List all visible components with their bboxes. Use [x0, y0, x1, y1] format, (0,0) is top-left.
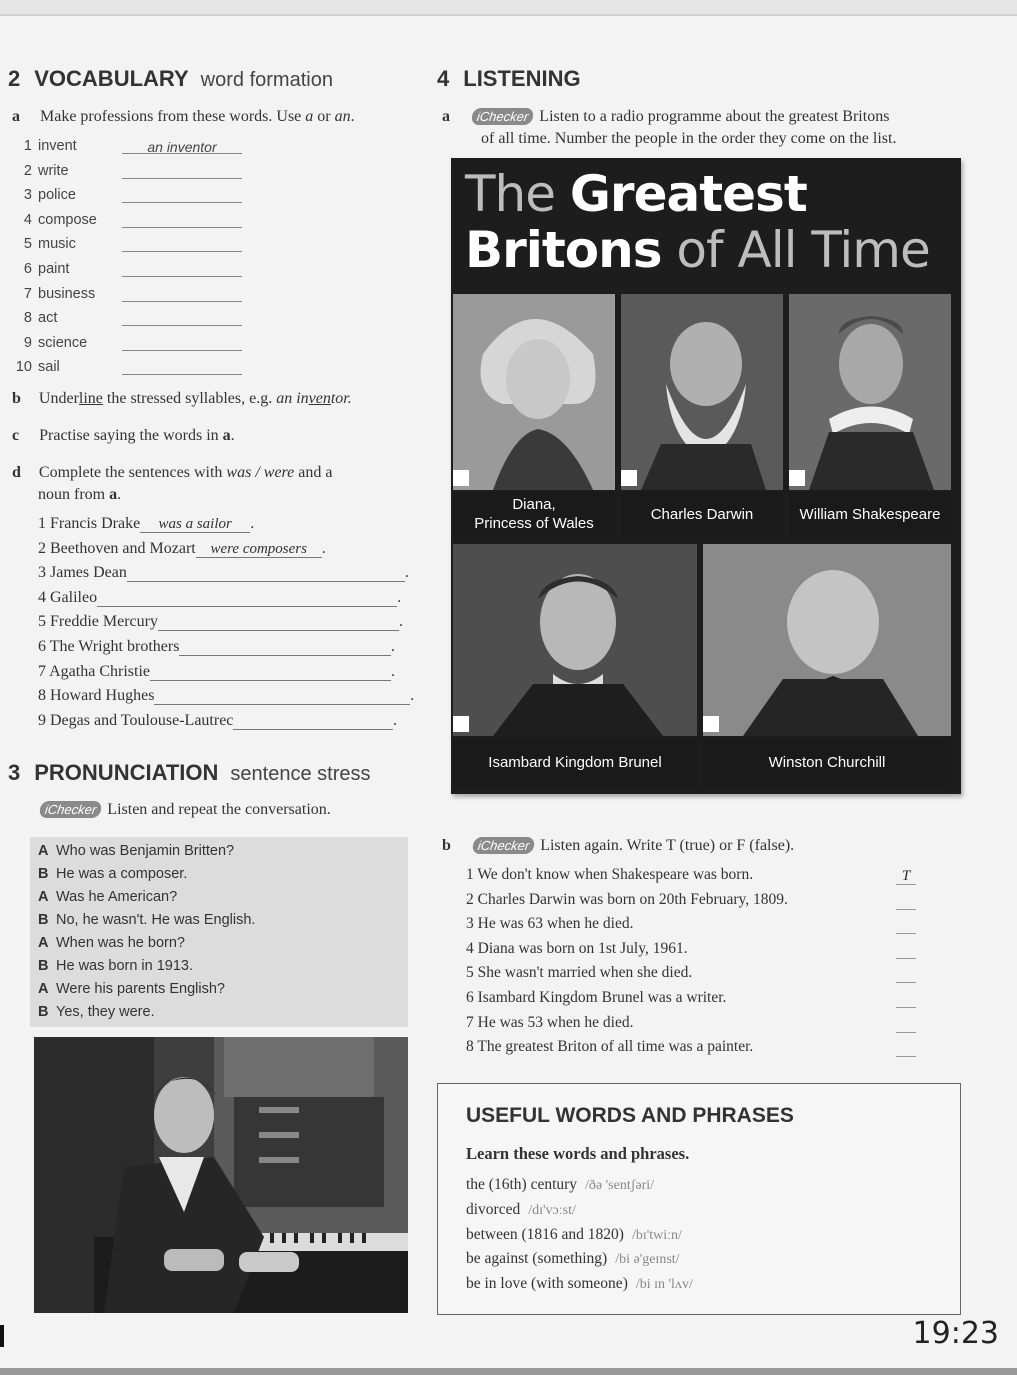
- item-number: 7: [38, 662, 46, 680]
- tf-answer-blank[interactable]: [896, 1016, 916, 1033]
- exercise-b-instruction: [12, 390, 352, 408]
- dialog-line: [38, 912, 255, 928]
- tf-statement: [466, 964, 692, 982]
- sentence-row: 8 Howard Hughes .: [38, 687, 415, 705]
- speaker: A: [38, 981, 49, 997]
- poster-title-line2: Britons of All Time: [465, 221, 930, 279]
- item-number: 6: [23, 261, 32, 277]
- useful-words-title: USEFUL WORDS AND PHRASES: [466, 1104, 794, 1127]
- statement-text: She wasn't married when she died.: [477, 964, 693, 982]
- phrase: divorced: [466, 1200, 521, 1218]
- darwin-photo: [621, 294, 783, 490]
- photo-illustration: [34, 1037, 408, 1313]
- sentence-row: 3 James Dean .: [38, 564, 409, 582]
- answer-blank[interactable]: [179, 639, 390, 656]
- sentence-row: 1 Francis Drake was a sailor .: [38, 515, 255, 532]
- vocab-row: [10, 138, 242, 154]
- dialog-text: No, he wasn't. He was English.: [56, 912, 256, 928]
- item-number: 5: [38, 613, 46, 631]
- section-number: 4: [437, 66, 450, 91]
- instr-text: noun from: [38, 486, 110, 503]
- answer-blank[interactable]: [122, 311, 242, 326]
- sentence-row: 6 The Wright brothers .: [38, 638, 395, 655]
- sentence-subject: Degas and Toulouse-Lautrec: [50, 711, 234, 729]
- tf-answer-blank[interactable]: [896, 893, 916, 910]
- dialog-line: [38, 935, 185, 951]
- section-number: 3: [8, 760, 21, 785]
- exercise-a-instruction: [12, 108, 355, 126]
- tf-answer-blank[interactable]: [896, 1040, 916, 1057]
- answer-blank[interactable]: [154, 688, 410, 705]
- vocab-row: [10, 261, 242, 277]
- brunel-photo: [453, 544, 697, 736]
- useful-phrase: [466, 1250, 680, 1268]
- pronunciation-heading: [8, 760, 370, 786]
- statement-text: He was 53 when he died.: [477, 1013, 634, 1031]
- sentence-row: 9 Degas and Toulouse-Lautrec .: [38, 711, 397, 729]
- section-subtitle: word formation: [200, 69, 333, 91]
- phonetic: /bi ɪn 'lʌv/: [635, 1277, 693, 1293]
- useful-words-subtitle: Learn these words and phrases.: [466, 1144, 690, 1163]
- vocab-row: [10, 236, 242, 252]
- caption-diana: Diana, Princess of Wales: [453, 492, 615, 536]
- item-number: 1: [466, 866, 474, 883]
- answer-blank[interactable]: was a sailor: [140, 516, 250, 533]
- item-number: 3: [38, 564, 46, 582]
- phonetic: /ðə 'sentʃəri/: [585, 1178, 655, 1193]
- item-number: 8: [38, 687, 46, 705]
- vocab-word: science: [38, 334, 88, 351]
- instr-end: .: [117, 486, 122, 503]
- phonetic: /dɪ'vɔːst/: [528, 1202, 576, 1218]
- statement-text: The greatest Briton of all time was a painter.: [477, 1038, 754, 1056]
- speaker: A: [38, 843, 49, 859]
- vocab-word: business: [38, 285, 96, 302]
- section-number: 2: [8, 66, 21, 91]
- instr-end: .: [230, 427, 235, 444]
- useful-phrase: [466, 1176, 654, 1194]
- vocab-word: police: [38, 187, 76, 204]
- instr-underlined: line: [78, 390, 103, 407]
- sentence-subject: Beethoven and Mozart: [50, 539, 196, 557]
- vocab-row: [10, 310, 242, 326]
- answer-blank[interactable]: [122, 188, 242, 203]
- tf-statement: [466, 989, 726, 1007]
- instr-end: .: [350, 108, 355, 125]
- example-stress: ven: [308, 390, 331, 407]
- vocab-word: write: [38, 162, 69, 179]
- pronunciation-instruction: [40, 801, 331, 819]
- vocab-row: [10, 212, 242, 228]
- statement-text: He was 63 when he died.: [477, 915, 634, 933]
- speaker: A: [38, 935, 49, 951]
- caption-brunel: Isambard Kingdom Brunel: [453, 738, 697, 786]
- item-number: 1: [23, 138, 32, 154]
- ichecker-badge[interactable]: iChecker: [472, 837, 536, 854]
- vocab-word: act: [38, 310, 58, 327]
- instr-text: Practise saying the words in: [39, 427, 223, 444]
- instr-text: Listen and repeat the conversation.: [107, 801, 331, 818]
- answer-blank[interactable]: [97, 590, 397, 607]
- answer-blank[interactable]: [150, 664, 391, 681]
- answer-blank[interactable]: an inventor: [122, 139, 242, 154]
- instr-text: and a: [294, 464, 333, 481]
- tf-answer-blank[interactable]: [896, 966, 916, 983]
- dialog-text: He was a composer.: [56, 866, 188, 882]
- diana-photo: [453, 294, 615, 490]
- vocab-row: [10, 335, 242, 351]
- vocab-row: [10, 163, 242, 179]
- item-number: 8: [23, 310, 32, 327]
- caption-shakespeare: William Shakespeare: [789, 492, 951, 536]
- dialog-text: Yes, they were.: [56, 1004, 155, 1020]
- item-number: 4: [23, 211, 32, 228]
- answer-blank[interactable]: [233, 713, 393, 730]
- instr-text: Under: [38, 390, 79, 407]
- speaker: B: [38, 866, 49, 882]
- instr-text: Listen again. Write T (true) or F (false).: [540, 837, 795, 854]
- ichecker-badge[interactable]: iChecker: [39, 801, 103, 818]
- phonetic: /bi ə'geɪnst/: [615, 1252, 680, 1268]
- section-title: LISTENING: [463, 66, 581, 91]
- tf-statement: [466, 915, 633, 933]
- instr-an: an: [334, 108, 351, 125]
- example: an in: [276, 390, 309, 407]
- vocab-word: compose: [38, 211, 97, 228]
- statement-text: Isambard Kingdom Brunel was a writer.: [477, 989, 727, 1006]
- instr-text: Listen to a radio programme about the greatest Britons: [539, 108, 890, 125]
- speaker: B: [38, 958, 49, 974]
- speaker: B: [38, 912, 49, 928]
- listening-a-instruction: [442, 108, 889, 126]
- shakespeare-photo: [789, 294, 951, 490]
- sentence-row: 5 Freddie Mercury .: [38, 613, 403, 631]
- instr-italic: was / were: [226, 464, 295, 481]
- useful-phrase: [466, 1226, 682, 1244]
- top-bar: [0, 0, 1017, 16]
- sentence-row: 4 Galileo .: [38, 588, 402, 606]
- item-number: 5: [23, 236, 32, 253]
- speaker: A: [38, 889, 49, 905]
- listening-heading: [437, 66, 581, 92]
- sentence-subject: James Dean: [50, 564, 127, 582]
- answer-blank[interactable]: [122, 360, 242, 375]
- tf-statement: [466, 866, 753, 884]
- instr-bold: a: [109, 486, 118, 503]
- caption-darwin: Charles Darwin: [621, 492, 783, 536]
- item-number: 10: [15, 359, 32, 376]
- vocab-word: sail: [38, 359, 60, 376]
- item-number: 2: [466, 890, 474, 908]
- exercise-letter: b: [442, 837, 451, 854]
- sentence-subject: The Wright brothers: [49, 638, 180, 655]
- sentence-row: 7 Agatha Christie .: [38, 662, 395, 680]
- tf-answer-blank[interactable]: [896, 991, 916, 1008]
- item-number: 1: [38, 515, 46, 532]
- item-number: 2: [23, 162, 32, 179]
- answer-blank[interactable]: [122, 213, 242, 228]
- conversation-box: [30, 837, 408, 1027]
- phrase: between (1816 and 1820): [466, 1225, 624, 1243]
- vocabulary-heading: [8, 66, 333, 92]
- dialog-text: Were his parents English?: [56, 981, 225, 997]
- tf-answer-blank[interactable]: T: [896, 868, 916, 885]
- section-subtitle: sentence stress: [230, 763, 371, 785]
- item-number: 6: [466, 989, 474, 1006]
- exercise-c-instruction: [12, 427, 235, 445]
- listening-b-instruction: [442, 837, 794, 855]
- benjamin-britten-photo: [34, 1037, 408, 1313]
- tf-answer-blank[interactable]: [896, 942, 916, 959]
- sentence-row: 2 Beethoven and Mozart were composers .: [38, 539, 326, 557]
- phrase: be in love (with someone): [466, 1275, 628, 1293]
- answer-blank[interactable]: [122, 287, 242, 302]
- item-number: 3: [23, 187, 32, 204]
- instr-text: of all time. Number the people in the order they come on the list.: [481, 130, 897, 147]
- sentence-subject: Freddie Mercury: [50, 613, 158, 631]
- dialog-text: Was he American?: [56, 889, 178, 905]
- item-number: 5: [466, 964, 474, 982]
- tf-statement: [466, 940, 688, 958]
- exercise-d-instruction: [12, 464, 332, 482]
- exercise-letter: a: [442, 108, 450, 125]
- statement-text: We don't know when Shakespeare was born.: [477, 866, 754, 883]
- answer-blank[interactable]: [122, 336, 242, 351]
- answer-blank[interactable]: [122, 237, 242, 252]
- useful-words-box: [437, 1083, 961, 1315]
- instr-a: a: [305, 108, 314, 125]
- instr-text: Complete the sentences with: [38, 464, 227, 481]
- churchill-photo: [703, 544, 951, 736]
- item-number: 4: [466, 939, 474, 957]
- exercise-letter: c: [12, 427, 20, 444]
- vocab-word: paint: [38, 261, 70, 277]
- section-title: VOCABULARY: [34, 66, 189, 91]
- greatest-britons-poster: [451, 158, 961, 794]
- exercise-letter: d: [12, 464, 21, 481]
- dialog-text: He was born in 1913.: [56, 958, 194, 974]
- item-number: 8: [466, 1038, 474, 1056]
- vocab-row: [10, 187, 242, 203]
- example-end: tor.: [330, 390, 352, 407]
- answer-blank[interactable]: [127, 565, 405, 582]
- answer-blank[interactable]: were composers: [196, 541, 322, 558]
- vocab-word: invent: [38, 138, 77, 154]
- phrase: be against (something): [466, 1250, 608, 1268]
- answer-blank[interactable]: [158, 614, 399, 631]
- speaker: B: [38, 1004, 49, 1020]
- phonetic: /bɪ'twiːn/: [631, 1227, 682, 1243]
- dialog-line: [38, 1004, 155, 1020]
- item-number: 7: [23, 285, 32, 302]
- exercise-letter: b: [12, 390, 21, 407]
- sentence-subject: Howard Hughes: [50, 687, 155, 705]
- dialog-line: [38, 866, 187, 882]
- statement-text: Charles Darwin was born on 20th February, 1809.: [477, 890, 788, 908]
- vocab-word: music: [38, 236, 76, 253]
- answer-blank[interactable]: [122, 164, 242, 179]
- phrase: the (16th) century: [466, 1176, 578, 1193]
- dialog-line: [38, 958, 193, 974]
- item-number: 6: [38, 638, 46, 655]
- instr-text: the stressed syllables, e.g.: [102, 390, 277, 407]
- dialog-text: When was he born?: [56, 935, 185, 951]
- item-number: 3: [466, 915, 474, 933]
- dialog-line: [38, 981, 225, 997]
- instr-bold: a: [222, 427, 231, 444]
- useful-phrase: [466, 1201, 576, 1219]
- poster-title-line1: The Greatest: [465, 165, 807, 223]
- bottom-bar: [0, 1368, 1017, 1375]
- item-number: 9: [23, 334, 32, 351]
- item-number: 2: [38, 539, 46, 557]
- listening-a-instruction-line2: [481, 130, 896, 148]
- vocab-row: [10, 359, 242, 375]
- caption-churchill: Winston Churchill: [703, 738, 951, 786]
- dialog-line: [38, 889, 177, 905]
- clock-time: 19:23: [912, 1316, 999, 1351]
- tf-statement: [466, 1014, 633, 1032]
- tf-statement: [466, 891, 788, 909]
- dialog-text: Who was Benjamin Britten?: [56, 843, 235, 859]
- instr-or: or: [313, 108, 335, 125]
- answer-blank[interactable]: [122, 262, 242, 277]
- exercise-letter: a: [12, 108, 20, 125]
- exercise-d-instruction-line2: [38, 486, 121, 504]
- statement-text: Diana was born on 1st July, 1961.: [477, 939, 688, 957]
- instr-text: Make professions from these words. Use: [40, 108, 306, 125]
- vocab-row: [10, 286, 242, 302]
- tf-statement: [466, 1038, 753, 1056]
- sentence-subject: Francis Drake: [50, 515, 141, 532]
- tf-answer-blank[interactable]: [896, 917, 916, 934]
- item-number: 9: [38, 711, 46, 729]
- useful-phrase: [466, 1275, 693, 1293]
- dialog-line: [38, 843, 234, 859]
- sentence-subject: Agatha Christie: [49, 662, 150, 680]
- item-number: 4: [38, 588, 46, 606]
- sentence-subject: Galileo: [50, 588, 98, 606]
- item-number: 7: [466, 1013, 474, 1031]
- text-cursor: [0, 1325, 4, 1347]
- section-title: PRONUNCIATION: [34, 760, 219, 785]
- ichecker-badge[interactable]: iChecker: [471, 108, 535, 125]
